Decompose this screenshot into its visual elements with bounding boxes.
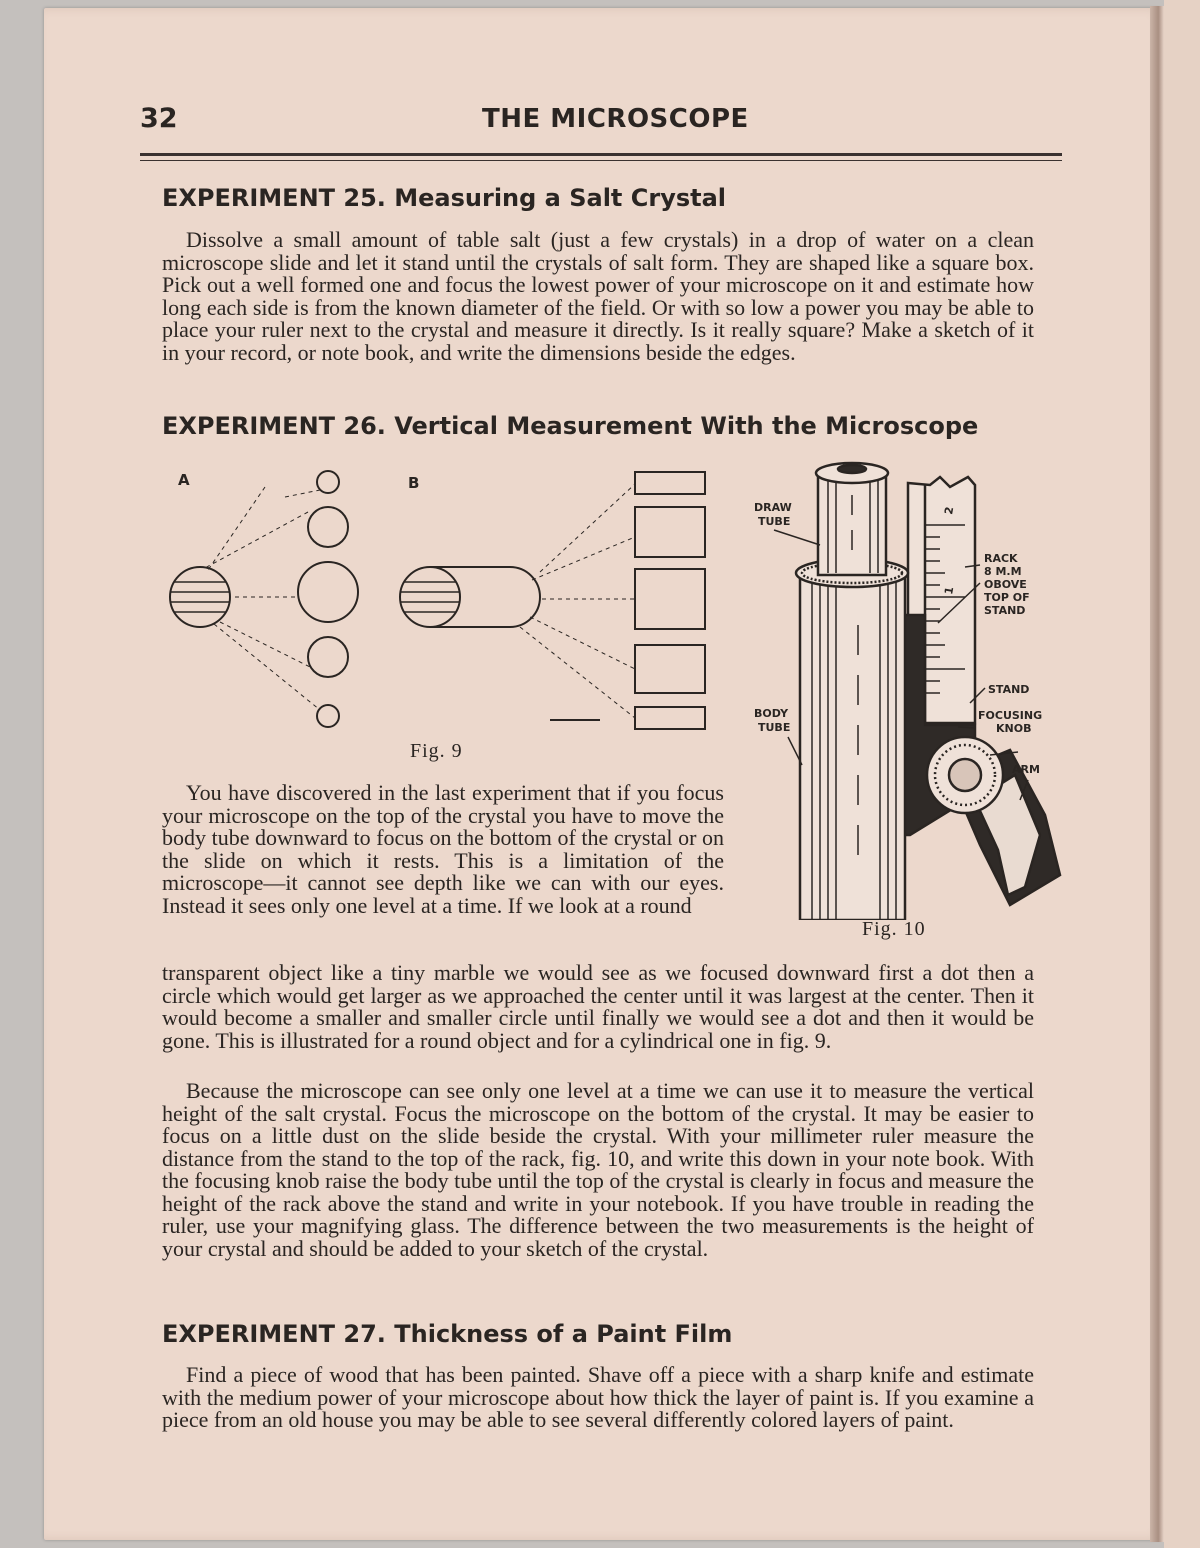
experiment-27-body: Find a piece of wood that has been painted. Shave off a piece with a sharp knife and estimate with the medium power of your microscope about how thick the layer of paint is. If you examine a piece from an old house you may be able to see several differently colored layers of paint. xyxy=(162,1362,1034,1432)
experiment-26-paragraph-2: Because the microscope can see only one level at a time we can use it to measure the vertical height of the salt crystal. Focus the microscope on the bottom of the crystal. It may be easier to focus on a little dust on the slide beside the crystal. With your millimeter ruler measure the distance from the stand to the top of the rack, fig. 10, and write this down in your note book. With the focusing knob raise the body tube until the top of the crystal is clearly in focus and measure the height of the rack above the stand and write in your notebook. If you have trouble in reading the ruler, use your magnifying glass. The difference between the two measurements is the height of your crystal and should be added to your sketch of the crystal. xyxy=(162,1078,1034,1261)
figure-9-diagram xyxy=(160,462,720,742)
label-rack-2: 8 M.M xyxy=(984,565,1022,578)
sphere-diagram xyxy=(170,471,358,727)
figure-9-label-b: B xyxy=(408,474,420,492)
facing-page-edge xyxy=(1164,0,1200,1548)
label-arm: ARM xyxy=(1012,763,1040,776)
label-rack-3: OBOVE xyxy=(984,578,1027,591)
label-body-tube-2: TUBE xyxy=(758,721,791,734)
label-body-tube-1: BODY xyxy=(754,707,789,720)
scale-mark-1: 1 xyxy=(942,585,957,596)
figure-10-caption: Fig. 10 xyxy=(862,918,926,940)
experiment-27-heading: EXPERIMENT 27. Thickness of a Paint Film xyxy=(162,1320,733,1348)
book-spine xyxy=(1150,6,1164,1542)
page-number: 32 xyxy=(140,103,178,134)
cylinder-diagram xyxy=(400,472,705,729)
header-rule-thick xyxy=(140,153,1062,156)
experiment-25-body: Dissolve a small amount of table salt (just a few crystals) in a drop of water on a clean microscope slide and let it stand until the crystals of salt form. They are shaped like a square box. Pick out a well formed one and focus the lowest power of your microscope on it and estimate how long each side is from the known diameter of the field. Or with so low a power you may be able to place your ruler next to the crystal and measure it directly. Is it really square? Make a sketch of it in your record, or note book, and write the dimensions beside the edges. xyxy=(162,227,1034,365)
scale-mark-2: 2 xyxy=(942,505,957,516)
label-focusing-knob-2: KNOB xyxy=(996,722,1032,735)
header-rule-thin xyxy=(140,160,1062,161)
label-rack-4: TOP OF xyxy=(984,591,1030,604)
experiment-26-paragraph-1-top: You have discovered in the last experiment that if you focus your microscope on the top of the crystal you have to move the body tube downward to focus on the bottom of the crystal or on the slide on which it rests. This is a limitation of the microscope—it cannot see depth like we can with our eyes. Instead it sees only one level at a time. If we look at a round xyxy=(162,780,724,918)
label-draw-tube-2: TUBE xyxy=(758,515,791,528)
body-tube-shape xyxy=(800,575,905,920)
label-stand: STAND xyxy=(988,683,1030,696)
label-rack-5: STAND xyxy=(984,604,1026,617)
figure-9-caption: Fig. 9 xyxy=(410,740,463,762)
experiment-25-heading: EXPERIMENT 25. Measuring a Salt Crystal xyxy=(162,184,727,212)
label-draw-tube-1: DRAW xyxy=(754,501,792,514)
figure-10-diagram xyxy=(740,455,1080,920)
label-focusing-knob-1: FOCUSING xyxy=(978,709,1043,722)
running-title: THE MICROSCOPE xyxy=(482,104,749,134)
figure-9-label-a: A xyxy=(178,471,190,489)
experiment-26-heading: EXPERIMENT 26. Vertical Measurement With the Microscope xyxy=(162,412,979,440)
label-rack-1: RACK xyxy=(984,552,1018,565)
experiment-26-paragraph-1-bottom: transparent object like a tiny marble we would see as we focused downward first a dot then a circle which would get larger as we approached the center until it was largest at the center. Then it would become a smaller and smaller circle until finally we would see a dot and then it would be gone. This is illustrated for a round object and for a cylindrical one in fig. 9. xyxy=(162,960,1034,1053)
